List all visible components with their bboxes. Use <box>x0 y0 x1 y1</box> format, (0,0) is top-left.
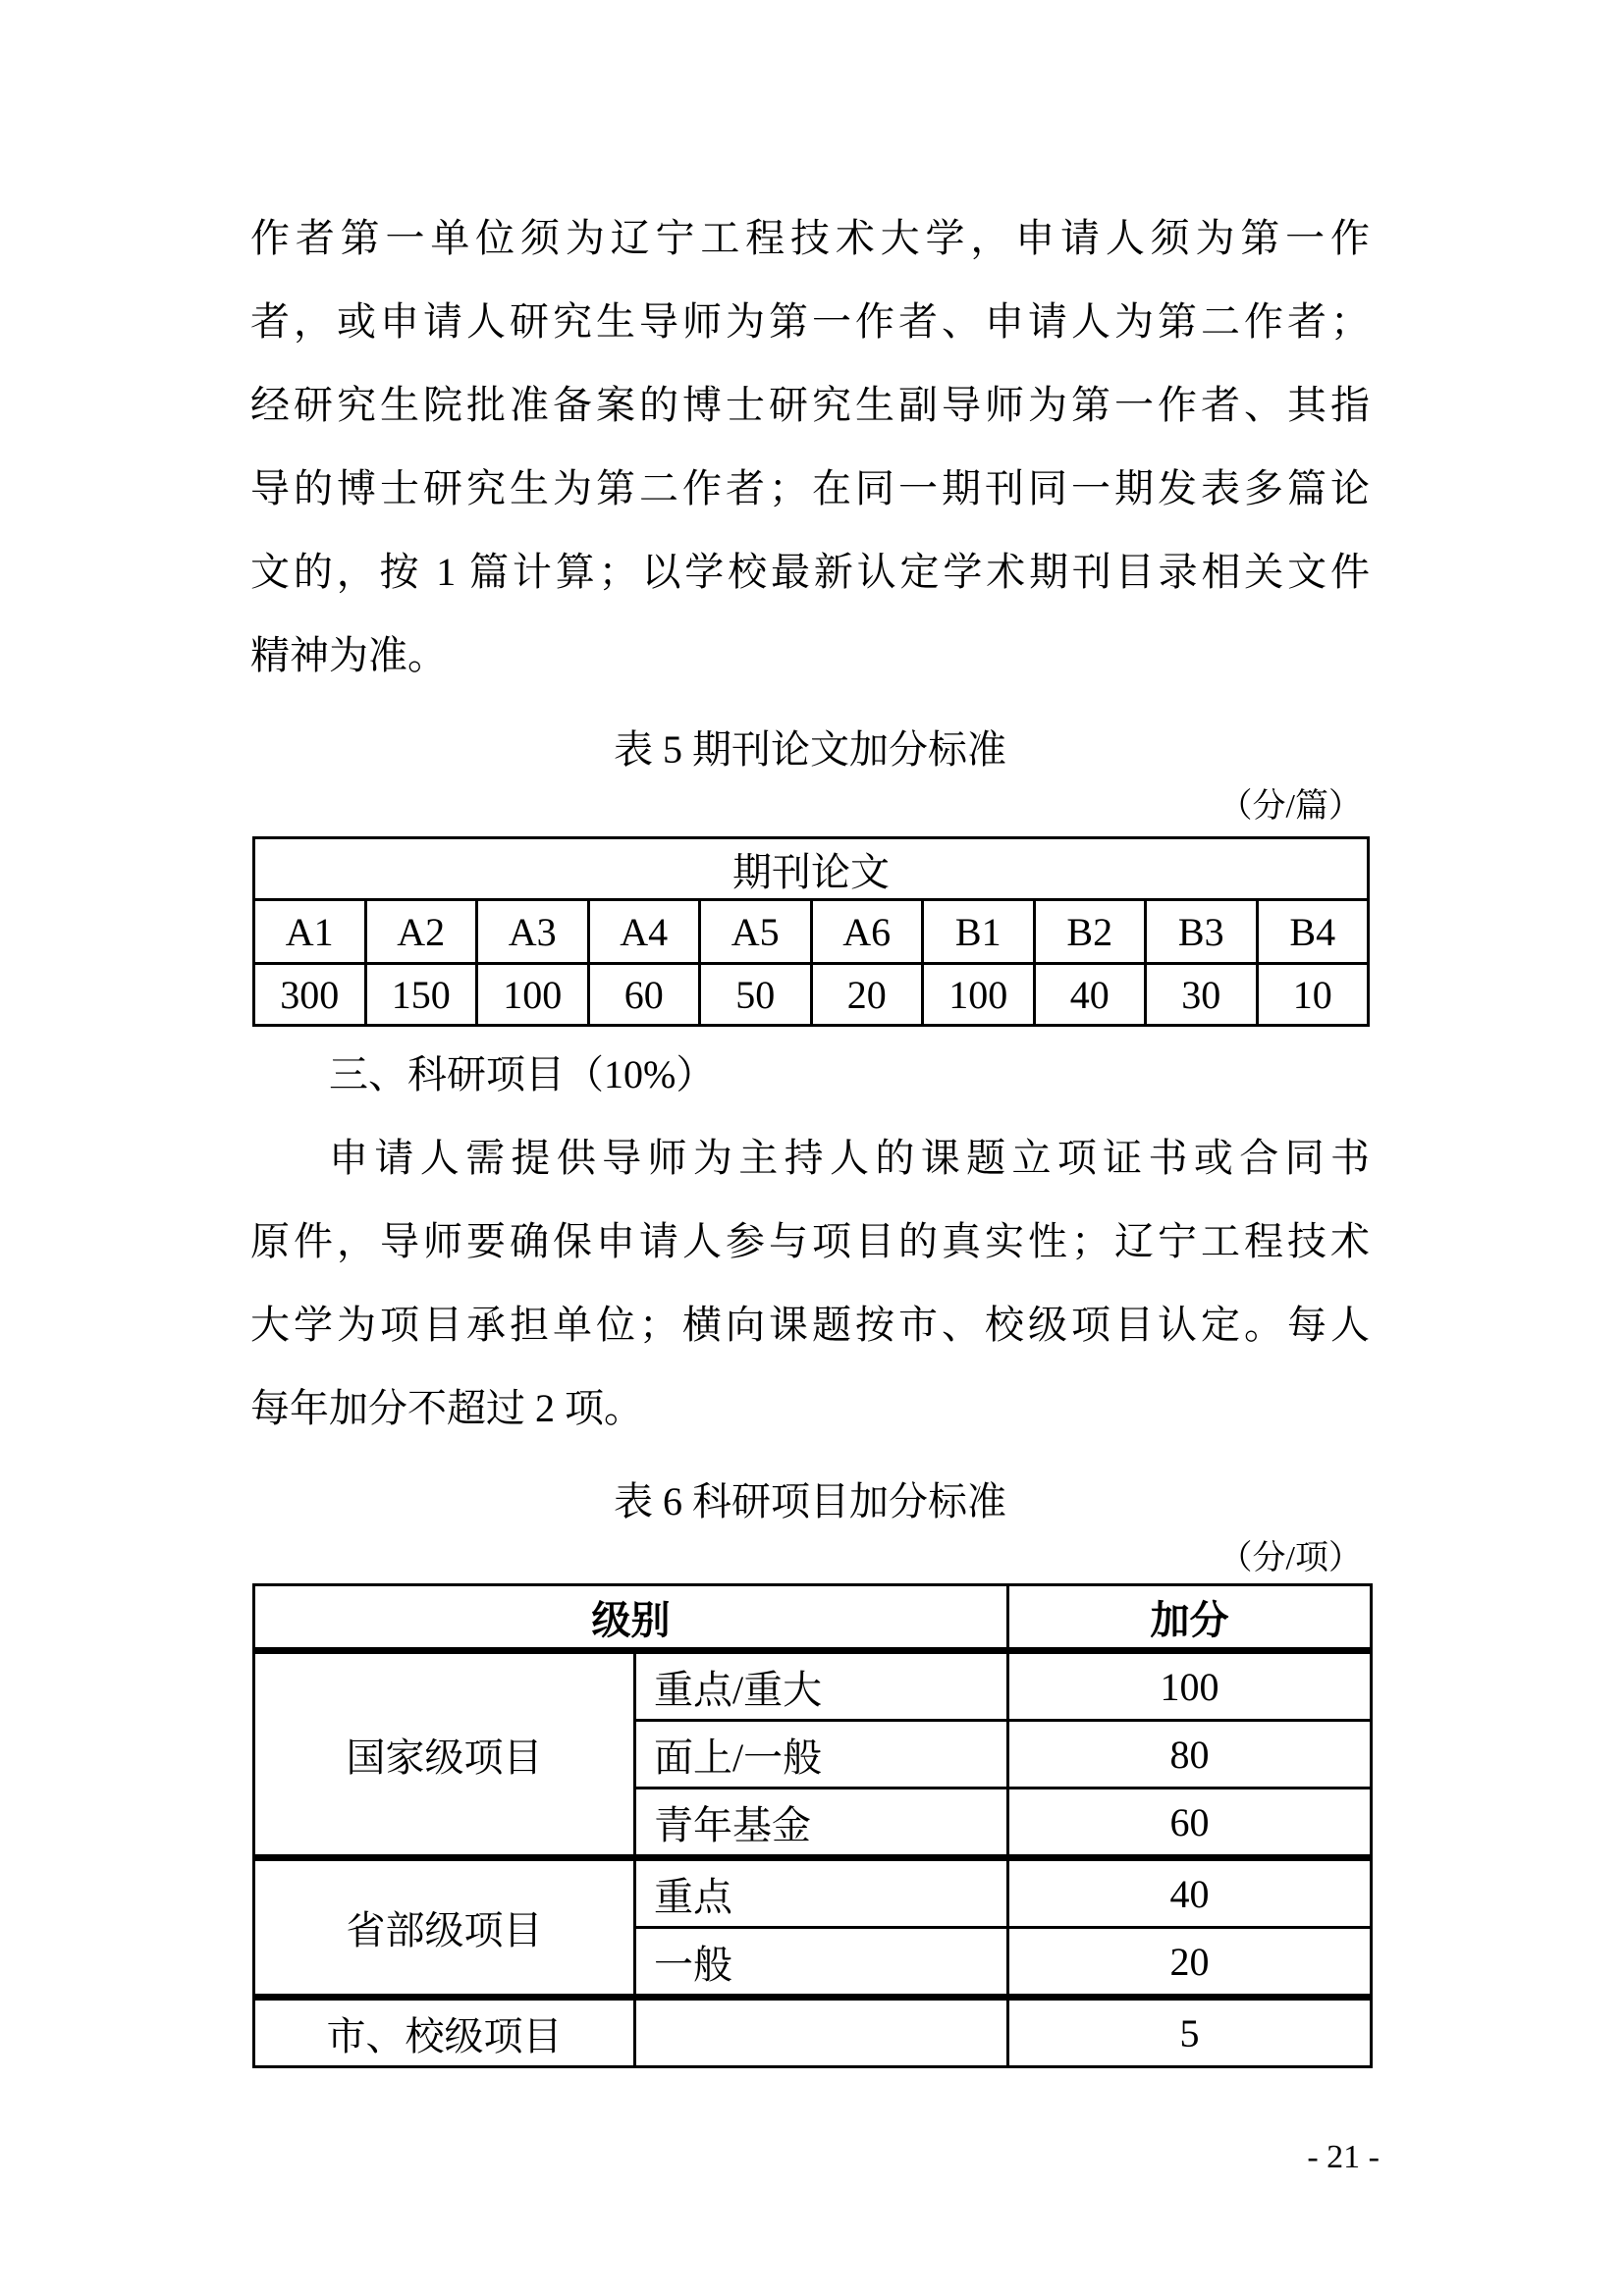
text-line: 大学为项目承担单位；横向课题按市、校级项目认定。每人 <box>250 1303 1370 1347</box>
text-line: 者，或申请人研究生导师为第一作者、申请人为第二作者； <box>250 299 1370 344</box>
text-line: 文的，按 1 篇计算；以学校最新认定学术期刊目录相关文件 <box>250 550 1370 594</box>
table6-unit-label: （分/项） <box>1218 1540 1362 1576</box>
table5-col-label: B2 <box>1034 900 1146 964</box>
table6-score-cell: 5 <box>1008 1998 1372 2067</box>
table5-col-label: A3 <box>477 900 589 964</box>
table5-score-cell: 40 <box>1034 964 1146 1026</box>
table5-unit-label: （分/篇） <box>1218 788 1362 825</box>
page-number: - 21 - <box>1307 2139 1380 2175</box>
section3-heading: 三、科研项目（10%） <box>329 1052 716 1096</box>
table6-sub-level: 面上/一般 <box>635 1721 1008 1789</box>
table5-header-cell: 期刊论文 <box>254 838 1369 900</box>
table6-score-cell: 100 <box>1008 1651 1372 1721</box>
table6-score-cell: 80 <box>1008 1721 1372 1789</box>
table6-group-provincial: 省部级项目 <box>254 1858 635 1998</box>
table6-sub-level: 重点/重大 <box>635 1651 1008 1721</box>
table5-col-label: B3 <box>1146 900 1258 964</box>
table5-score-cell: 300 <box>254 964 366 1026</box>
table5-col-label: A4 <box>588 900 700 964</box>
table5-score-cell: 60 <box>588 964 700 1026</box>
table6-score-cell: 20 <box>1008 1928 1372 1998</box>
text-line: 申请人需提供导师为主持人的课题立项证书或合同书 <box>329 1136 1370 1180</box>
table6-group-city: 市、校级项目 <box>254 1998 635 2067</box>
table5-col-label: A6 <box>811 900 923 964</box>
table5-score-cell: 100 <box>477 964 589 1026</box>
table6-title: 表 6 科研项目加分标准 <box>614 1479 1006 1523</box>
table5-col-label: A2 <box>365 900 477 964</box>
table5-score-cell: 100 <box>923 964 1035 1026</box>
text-line: 导的博士研究生为第二作者；在同一期刊同一期发表多篇论 <box>250 466 1370 510</box>
text-line: 原件，导师要确保申请人参与项目的真实性；辽宁工程技术 <box>250 1219 1370 1263</box>
intro-paragraph <box>250 196 1370 697</box>
text-line: 每年加分不超过 2 项。 <box>250 1386 643 1430</box>
table6-group-national: 国家级项目 <box>254 1651 635 1858</box>
table6-level-header: 级别 <box>254 1585 1008 1651</box>
table5-score-cell: 50 <box>700 964 812 1026</box>
table5-col-label: A1 <box>254 900 366 964</box>
table5-title: 表 5 期刊论文加分标准 <box>614 727 1006 772</box>
table6-empty-cell <box>635 1998 1008 2067</box>
table5-col-label: B4 <box>1257 900 1369 964</box>
table6-sub-level: 一般 <box>635 1928 1008 1998</box>
table6-research-project-scores <box>252 1583 1373 2068</box>
table5-score-cell: 150 <box>365 964 477 1026</box>
table6-score-cell: 60 <box>1008 1789 1372 1858</box>
table5-score-cell: 20 <box>811 964 923 1026</box>
section3-paragraph <box>250 1116 1370 1450</box>
table6-sub-level: 重点 <box>635 1858 1008 1928</box>
table5-score-cell: 30 <box>1146 964 1258 1026</box>
table6-bonus-header: 加分 <box>1008 1585 1372 1651</box>
text-line: 作者第一单位须为辽宁工程技术大学，申请人须为第一作 <box>250 216 1370 260</box>
table6-score-cell: 40 <box>1008 1858 1372 1928</box>
table6-sub-level: 青年基金 <box>635 1789 1008 1858</box>
text-line: 精神为准。 <box>250 633 447 677</box>
table5-col-label: A5 <box>700 900 812 964</box>
table5-col-label: B1 <box>923 900 1035 964</box>
table5-score-cell: 10 <box>1257 964 1369 1026</box>
text-line: 经研究生院批准备案的博士研究生副导师为第一作者、其指 <box>250 383 1370 427</box>
table5-journal-paper-scores <box>252 836 1370 1027</box>
